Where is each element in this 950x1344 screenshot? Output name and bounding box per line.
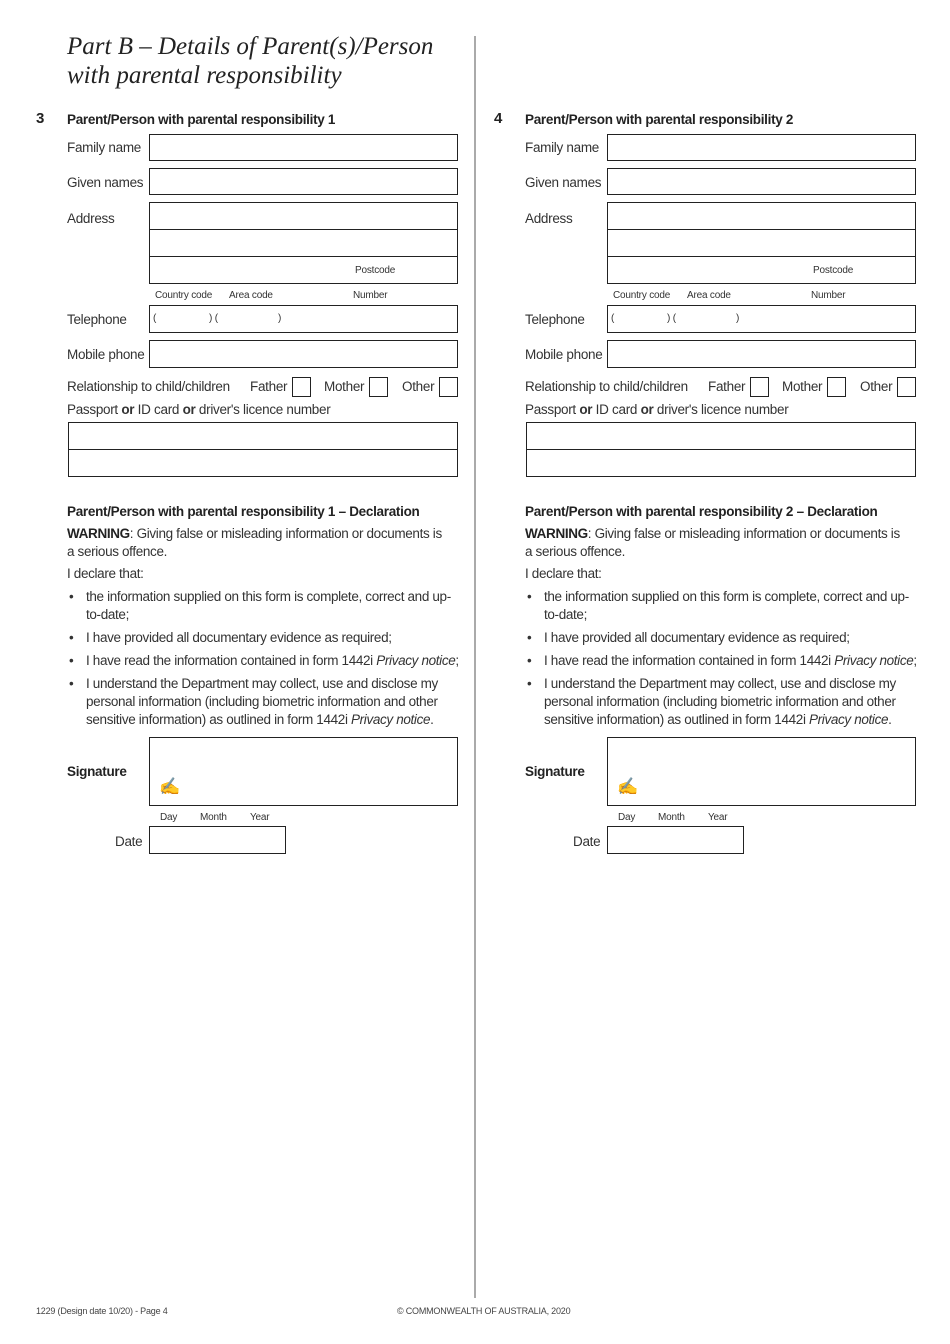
address-line-divider <box>608 229 915 230</box>
section-heading: Parent/Person with parental responsibility 2 <box>525 112 794 127</box>
given-names-label: Given names <box>67 175 144 190</box>
label-part: or <box>182 402 196 417</box>
address-line-divider <box>150 229 457 230</box>
warning-bold: WARNING <box>67 526 130 541</box>
year-label: Year <box>708 812 728 823</box>
mother-label: Mother <box>782 379 823 394</box>
text: I have read the information contained in form 1442i <box>86 653 377 668</box>
day-label: Day <box>618 812 636 823</box>
text: I understand the Department may collect, use and disclose my personal information (including biometric information and other sensitive information) as outlined in form 1442i <box>86 676 438 727</box>
month-label: Month <box>200 812 227 823</box>
family-name-label: Family name <box>525 140 599 155</box>
label-part: or <box>579 402 593 417</box>
id-number-field[interactable] <box>68 422 458 477</box>
warning-body: : Giving false or misleading information or documents is a serious offence. <box>525 526 900 559</box>
address-line-divider <box>608 256 915 257</box>
pen-hand-icon: ✍ <box>617 777 639 796</box>
given-names-label: Given names <box>525 175 602 190</box>
date-label: Date <box>115 834 143 849</box>
field-divider <box>527 449 915 450</box>
postcode-label: Postcode <box>813 265 854 276</box>
warning-text <box>67 525 452 561</box>
declaration-heading: Parent/Person with parental responsibility 2 – Declaration <box>525 504 878 519</box>
text: Privacy notice <box>376 653 456 668</box>
given-names-field[interactable] <box>607 168 916 195</box>
footer-form-code: 1229 (Design date 10/20) - Page 4 <box>36 1306 168 1316</box>
pen-hand-icon: ✍ <box>159 777 181 796</box>
number-label: Number <box>811 290 846 301</box>
declaration-item: • I have provided all documentary evidence as required; <box>67 629 459 647</box>
section-heading: Parent/Person with parental responsibility 1 <box>67 112 336 127</box>
paren: ) ( <box>667 313 676 324</box>
text: I understand the Department may collect, use and disclose my personal information (including biometric information and other sensitive information) as outlined in form 1442i <box>544 676 896 727</box>
label-part: ID card <box>592 402 641 417</box>
father-label: Father <box>250 379 288 394</box>
parent-section-2 <box>494 0 950 900</box>
paren: ( <box>611 313 615 324</box>
father-checkbox[interactable] <box>292 377 311 397</box>
country-code-label: Country code <box>155 290 213 301</box>
area-code-label: Area code <box>229 290 273 301</box>
footer-copyright: © COMMONWEALTH OF AUSTRALIA, 2020 <box>397 1306 571 1316</box>
text: ; <box>455 653 459 668</box>
telephone-label: Telephone <box>67 312 127 327</box>
declaration-item: • the information supplied on this form is complete, correct and up-to-date; <box>525 588 917 624</box>
declaration-item <box>525 675 917 729</box>
label-part: or <box>640 402 654 417</box>
address-label: Address <box>67 211 115 226</box>
declaration-item <box>67 652 459 670</box>
father-checkbox[interactable] <box>750 377 769 397</box>
paren: ) <box>278 313 282 324</box>
signature-label: Signature <box>525 764 585 779</box>
family-name-field[interactable] <box>149 134 458 161</box>
declaration-item: • the information supplied on this form is complete, correct and up-to-date; <box>67 588 459 624</box>
date-field[interactable] <box>607 826 744 854</box>
warning-body: : Giving false or misleading information or documents is a serious offence. <box>67 526 442 559</box>
declare-text: I declare that: <box>67 566 144 581</box>
country-code-label: Country code <box>613 290 671 301</box>
signature-field[interactable] <box>607 737 916 806</box>
mother-label: Mother <box>324 379 365 394</box>
paren: ( <box>153 313 157 324</box>
declaration-item: • I have provided all documentary evidence as required; <box>525 629 917 647</box>
declare-text: I declare that: <box>525 566 602 581</box>
father-label: Father <box>708 379 746 394</box>
label-part: or <box>121 402 135 417</box>
label-part: ID card <box>134 402 183 417</box>
given-names-field[interactable] <box>149 168 458 195</box>
date-field[interactable] <box>149 826 286 854</box>
field-divider <box>69 449 457 450</box>
id-number-label <box>67 402 330 417</box>
address-field[interactable] <box>149 202 458 284</box>
day-label: Day <box>160 812 178 823</box>
number-label: Number <box>353 290 388 301</box>
telephone-label: Telephone <box>525 312 585 327</box>
parent-section-1 <box>36 0 527 900</box>
label-part: driver's licence number <box>653 402 789 417</box>
telephone-field[interactable] <box>607 305 916 333</box>
text: Privacy notice <box>351 712 431 727</box>
question-number: 3 <box>36 110 45 127</box>
relationship-label: Relationship to child/children <box>525 379 688 394</box>
relationship-label: Relationship to child/children <box>67 379 230 394</box>
other-checkbox[interactable] <box>439 377 458 397</box>
text: ; <box>913 653 917 668</box>
label-part: driver's licence number <box>195 402 331 417</box>
declaration-list <box>67 588 459 734</box>
declaration-heading: Parent/Person with parental responsibility 1 – Declaration <box>67 504 420 519</box>
year-label: Year <box>250 812 270 823</box>
other-label: Other <box>402 379 435 394</box>
family-name-label: Family name <box>67 140 141 155</box>
postcode-label: Postcode <box>355 265 396 276</box>
address-field[interactable] <box>607 202 916 284</box>
id-number-field[interactable] <box>526 422 916 477</box>
paren: ) ( <box>209 313 218 324</box>
mother-checkbox[interactable] <box>369 377 388 397</box>
mobile-phone-label: Mobile phone <box>67 347 145 362</box>
declaration-item <box>67 675 459 729</box>
question-number: 4 <box>494 110 503 127</box>
address-label: Address <box>525 211 573 226</box>
declaration-item <box>525 652 917 670</box>
other-checkbox[interactable] <box>897 377 916 397</box>
mobile-phone-field[interactable] <box>607 340 916 368</box>
text: . <box>888 712 892 727</box>
address-line-divider <box>150 256 457 257</box>
telephone-field[interactable] <box>149 305 458 333</box>
warning-text <box>525 525 910 561</box>
date-label: Date <box>573 834 601 849</box>
declaration-list <box>525 588 917 734</box>
family-name-field[interactable] <box>607 134 916 161</box>
label-part: Passport <box>67 402 122 417</box>
paren: ) <box>736 313 740 324</box>
text: Privacy notice <box>809 712 889 727</box>
mobile-phone-field[interactable] <box>149 340 458 368</box>
text: . <box>430 712 434 727</box>
signature-field[interactable] <box>149 737 458 806</box>
text: I have read the information contained in form 1442i <box>544 653 835 668</box>
warning-bold: WARNING <box>525 526 588 541</box>
other-label: Other <box>860 379 893 394</box>
month-label: Month <box>658 812 685 823</box>
text: Privacy notice <box>834 653 914 668</box>
mother-checkbox[interactable] <box>827 377 846 397</box>
label-part: Passport <box>525 402 580 417</box>
mobile-phone-label: Mobile phone <box>525 347 603 362</box>
id-number-label <box>525 402 788 417</box>
signature-label: Signature <box>67 764 127 779</box>
area-code-label: Area code <box>687 290 731 301</box>
page-title: Part B – Details of Parent(s)/Person with parental responsibility <box>67 33 434 89</box>
